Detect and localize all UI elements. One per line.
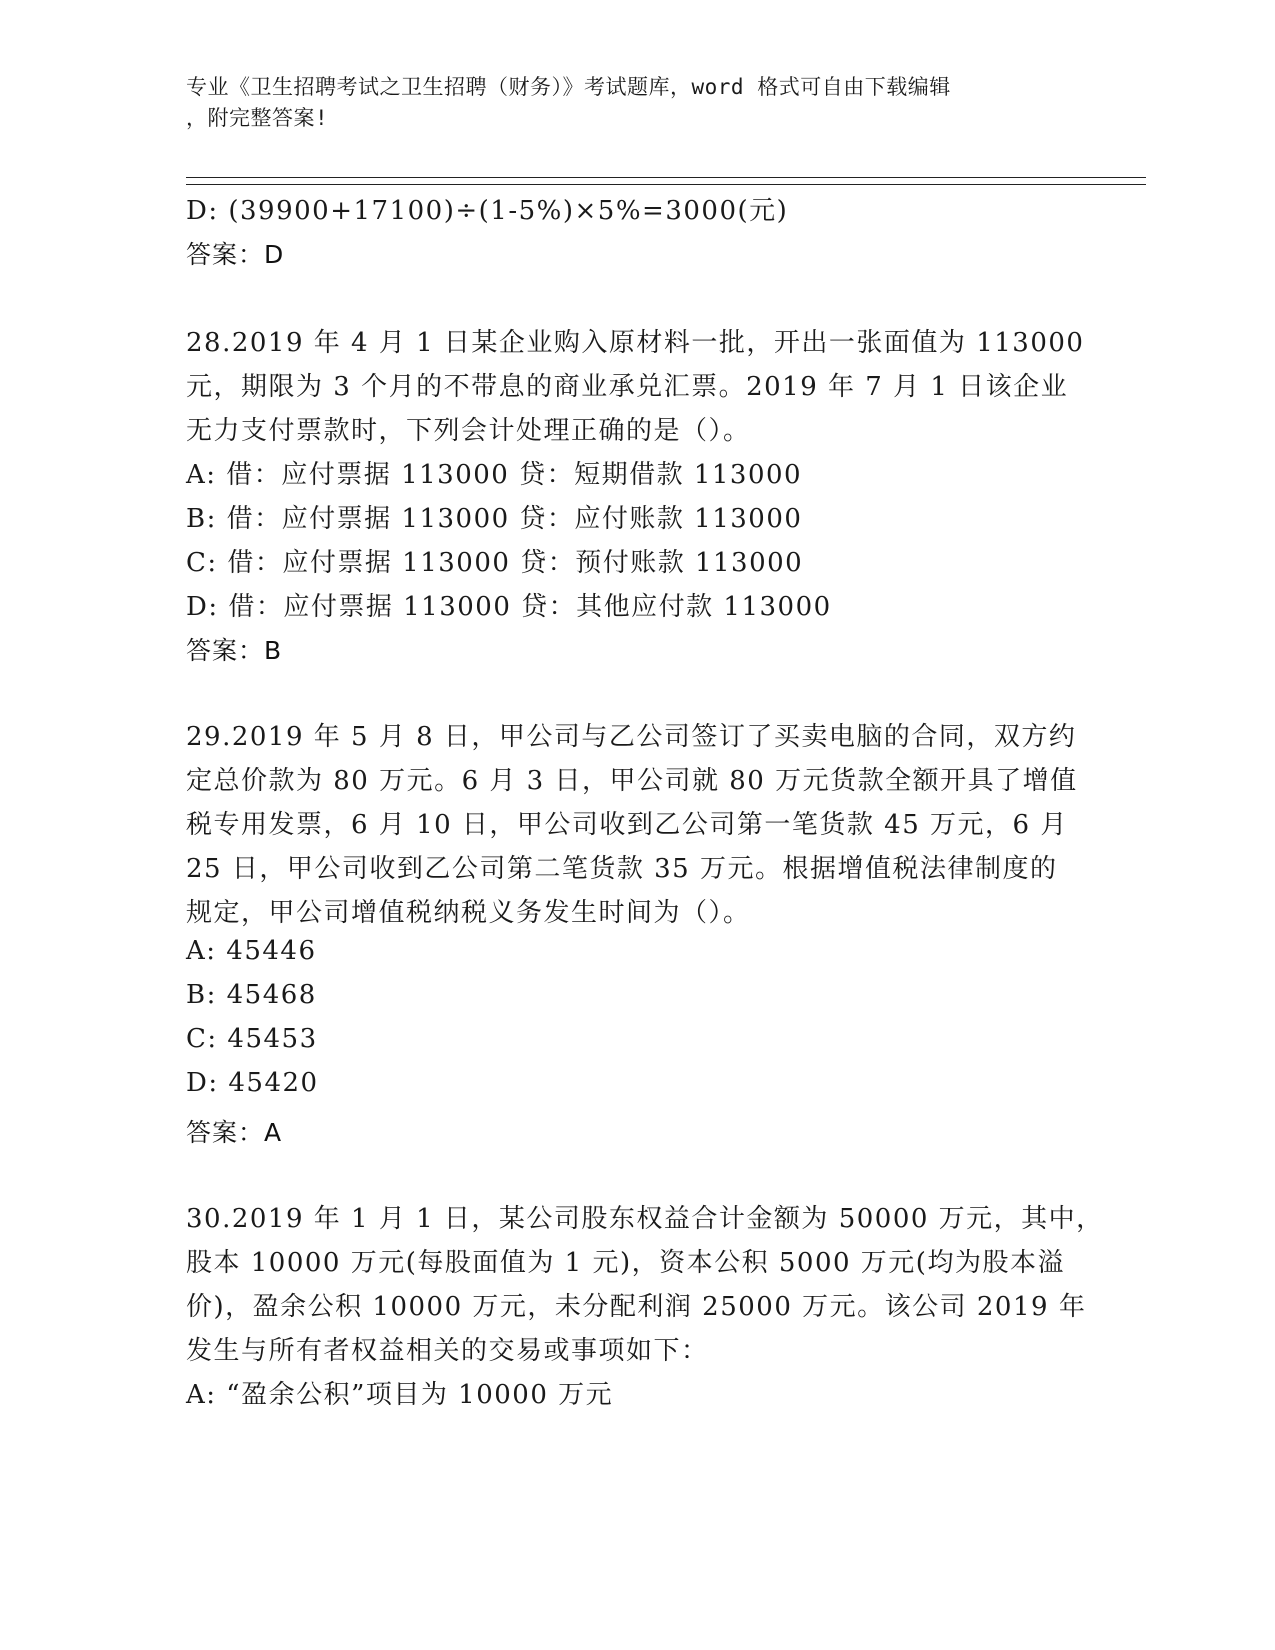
- question-28-stem-line: 28.2019 年 4 月 1 日某企业购入原材料一批，开出一张面值为 113000: [186, 328, 1085, 358]
- page-header: [186, 72, 1066, 134]
- question-28-stem-line: 元，期限为 3 个月的不带息的商业承兑汇票。2019 年 7 月 1 日该企业: [186, 372, 1069, 402]
- question-29-option-c: C: 45453: [186, 1024, 318, 1054]
- question-29-stem-line: 规定，甲公司增值税纳税义务发生时间为（）。: [186, 898, 751, 928]
- header-line-2: ，附完整答案!: [186, 106, 329, 130]
- header-rule-top: [186, 177, 1146, 178]
- question-29-option-d: D: 45420: [186, 1068, 319, 1098]
- header-rule-bottom: [186, 184, 1146, 185]
- header-line-1: 专业《卫生招聘考试之卫生招聘（财务）》考试题库，word 格式可自由下载编辑: [186, 75, 951, 99]
- question-28-option-b: B: 借：应付票据 113000 贷：应付账款 113000: [186, 504, 803, 534]
- question-30-stem-line: 发生与所有者权益相关的交易或事项如下：: [186, 1336, 709, 1366]
- question-30-option-a: A: “盈余公积”项目为 10000 万元: [186, 1380, 614, 1410]
- question-30-stem-line: 股本 10000 万元(每股面值为 1 元)，资本公积 5000 万元(均为股本溢: [186, 1248, 1065, 1278]
- question-28-option-a: A: 借：应付票据 113000 贷：短期借款 113000: [186, 460, 803, 490]
- prev-option-d: D: (39900+17100)÷(1-5%)×5%=3000(元): [186, 196, 789, 226]
- question-29-stem-line: 25 日，甲公司收到乙公司第二笔货款 35 万元。根据增值税法律制度的: [186, 854, 1058, 884]
- question-30-stem-line: 30.2019 年 1 月 1 日，某公司股东权益合计金额为 50000 万元，其中，: [186, 1204, 1104, 1234]
- question-28-option-d: D: 借：应付票据 113000 贷：其他应付款 113000: [186, 592, 832, 622]
- question-29-option-a: A: 45446: [186, 936, 317, 966]
- question-28-stem-line: 无力支付票款时，下列会计处理正确的是（）。: [186, 416, 751, 446]
- question-28-option-c: C: 借：应付票据 113000 贷：预付账款 113000: [186, 548, 804, 578]
- question-29-stem-line: 定总价款为 80 万元。6 月 3 日，甲公司就 80 万元货款全额开具了增值: [186, 766, 1078, 796]
- question-29-stem-line: 29.2019 年 5 月 8 日，甲公司与乙公司签订了买卖电脑的合同，双方约: [186, 722, 1077, 752]
- question-29-answer: 答案：A: [186, 1118, 283, 1147]
- prev-answer: 答案：D: [186, 240, 285, 269]
- question-28-answer: 答案：B: [186, 636, 283, 665]
- question-29-option-b: B: 45468: [186, 980, 317, 1010]
- question-29-stem-line: 税专用发票，6 月 10 日，甲公司收到乙公司第一笔货款 45 万元，6 月: [186, 810, 1068, 840]
- question-30-stem-line: 价)，盈余公积 10000 万元，未分配利润 25000 万元。该公司 2019 年: [186, 1292, 1087, 1322]
